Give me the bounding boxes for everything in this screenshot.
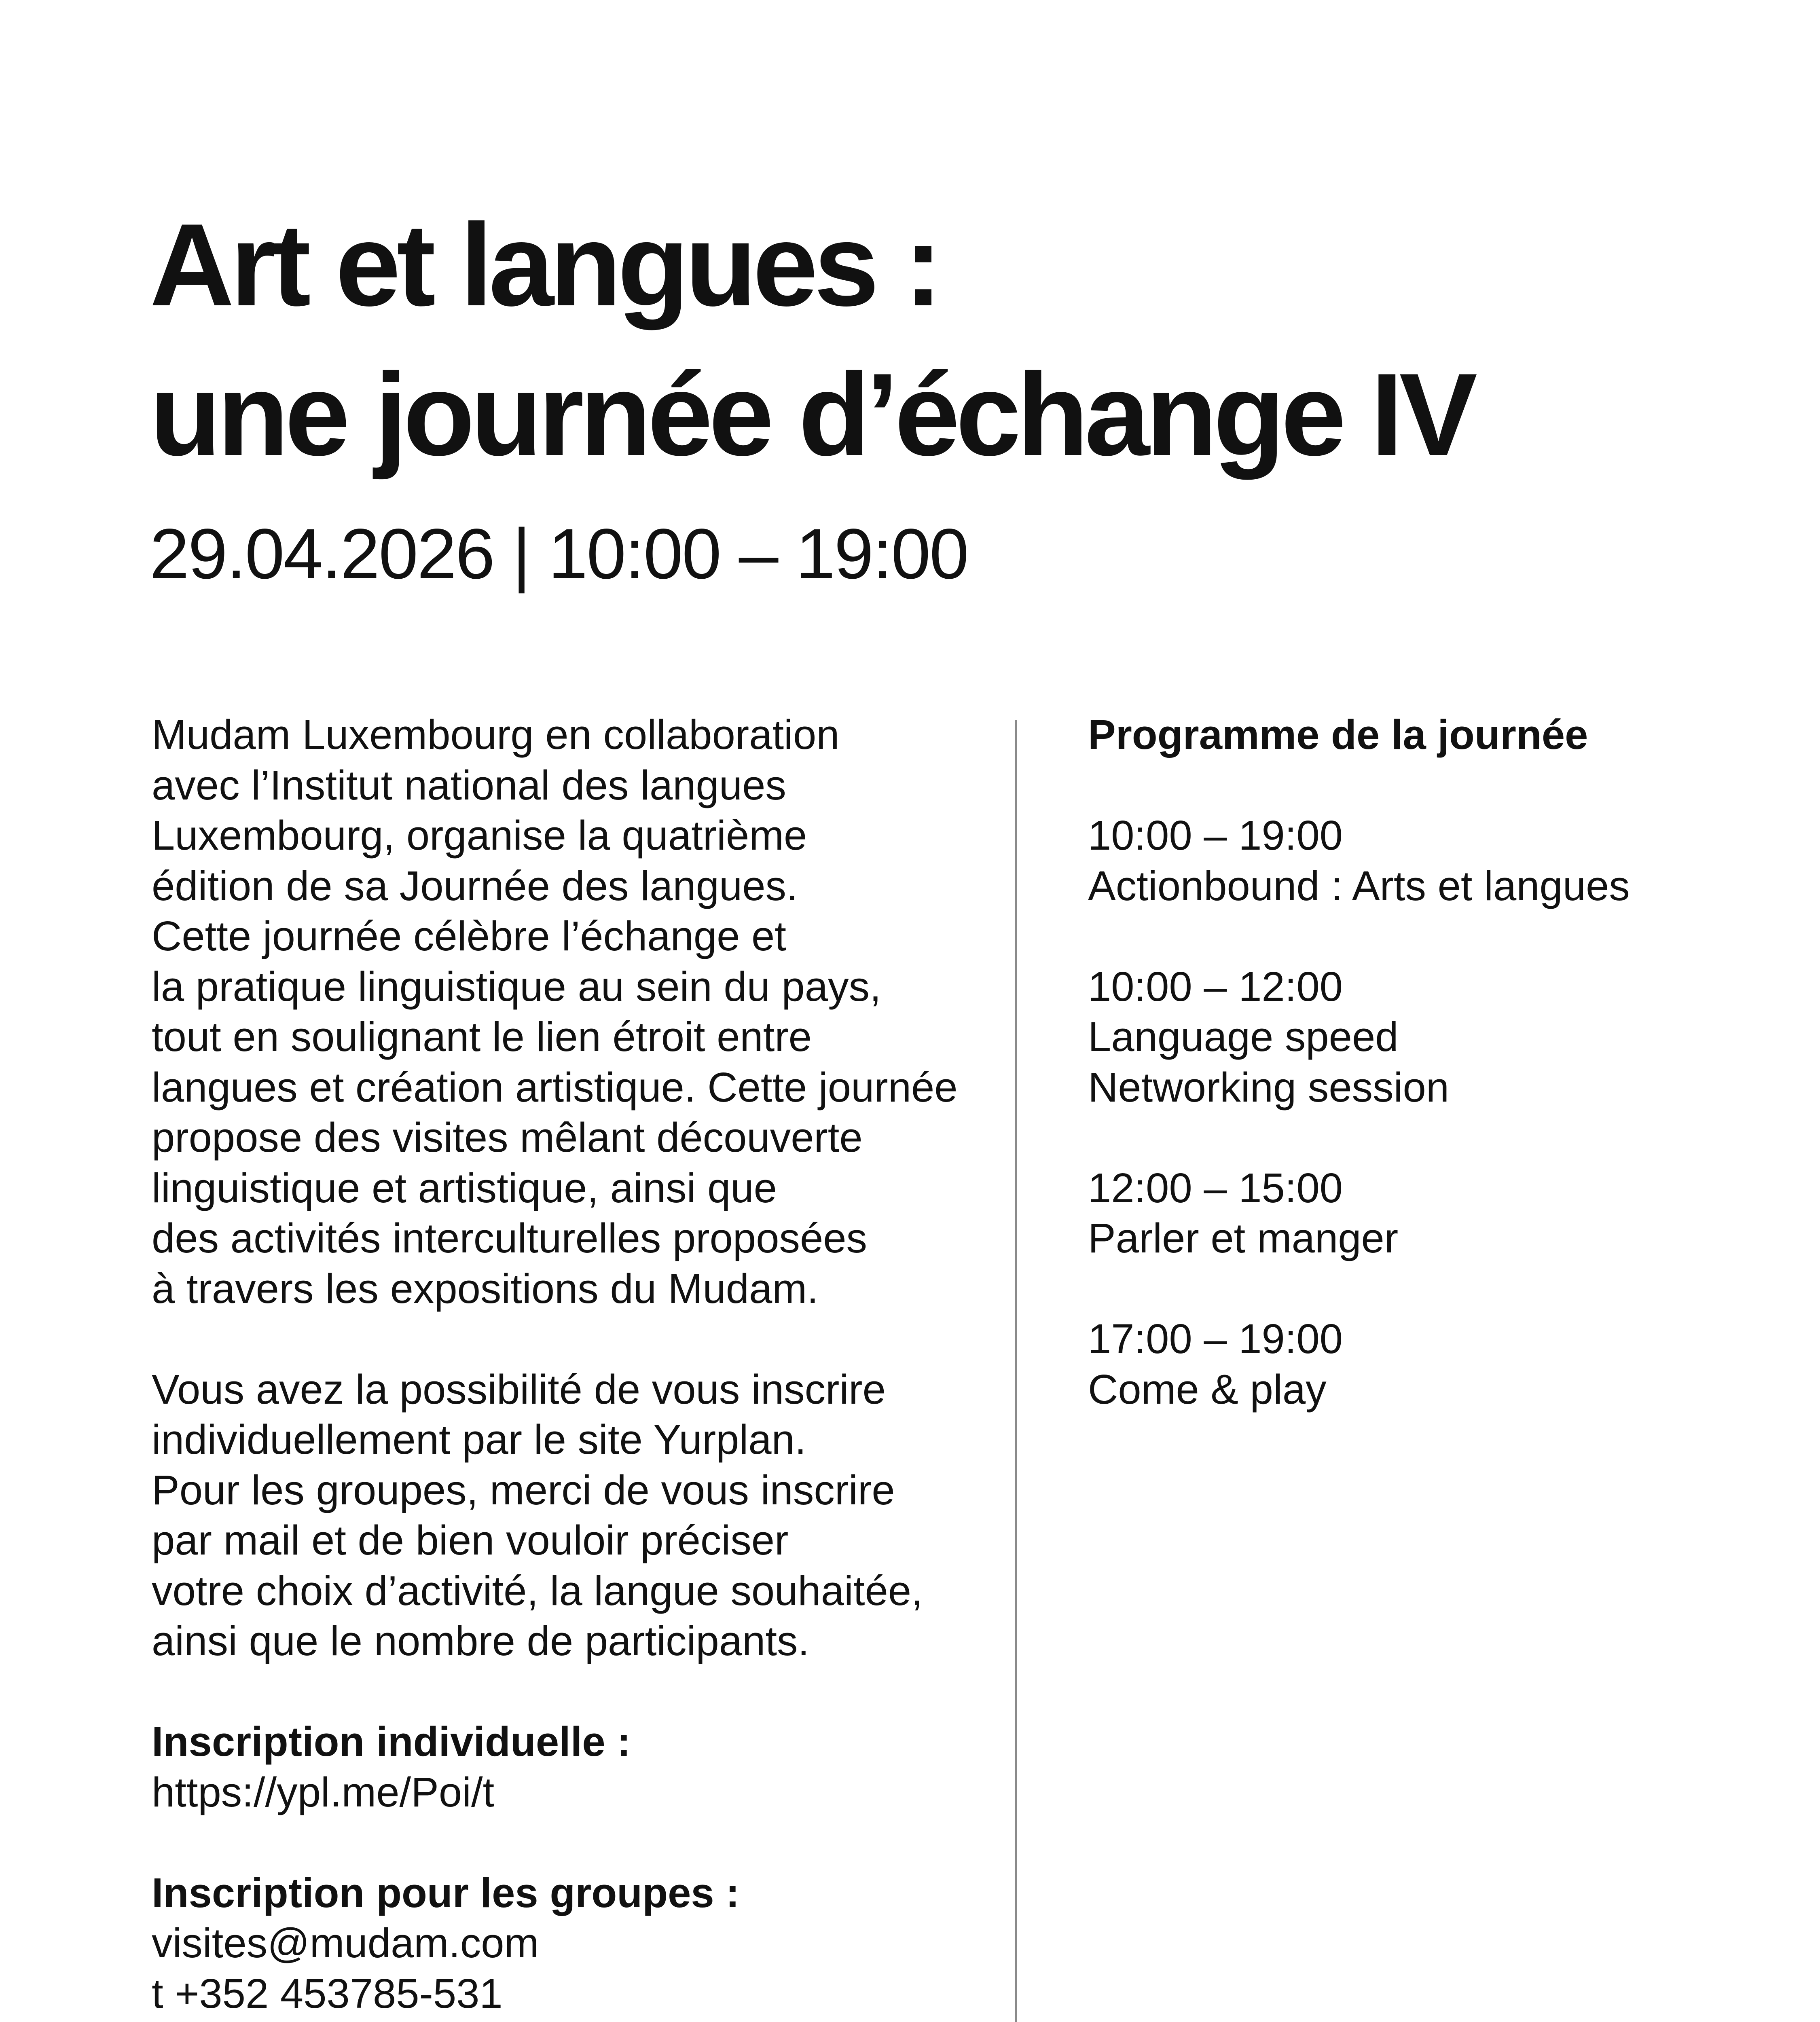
- intro-line: la pratique linguistique au sein du pays,: [152, 963, 881, 1010]
- registration-line: Pour les groupes, merci de vous inscrire: [152, 1466, 895, 1513]
- intro-line: des activités interculturelles proposées: [152, 1215, 868, 1261]
- group-registration: [152, 1868, 981, 2019]
- registration-line: ainsi que le nombre de participants.: [152, 1618, 810, 1664]
- individual-registration: [152, 1717, 981, 1817]
- programme-item-time: 10:00 – 12:00: [1088, 963, 1343, 1010]
- event-title: [150, 190, 1473, 489]
- programme-item: [1088, 1314, 1776, 1415]
- group-registration-heading: Inscription pour les groupes :: [152, 1869, 740, 1916]
- programme-item-title: Language speed: [1088, 1013, 1399, 1060]
- intro-line: Luxembourg, organise la quatrième: [152, 812, 807, 859]
- registration-line: par mail et de bien vouloir préciser: [152, 1517, 789, 1563]
- individual-registration-link[interactable]: https://ypl.me/Poi/t: [152, 1768, 495, 1815]
- programme-item-title: Actionbound : Arts et langues: [1088, 862, 1630, 909]
- column-divider: [1015, 720, 1017, 2022]
- intro-line: propose des visites mêlant découverte: [152, 1114, 863, 1161]
- event-date-time: 29.04.2026 | 10:00 – 19:00: [150, 514, 968, 594]
- event-title-line-1: Art et langues :: [150, 199, 939, 330]
- programme-item-title: Come & play: [1088, 1366, 1327, 1413]
- registration-line: individuellement par le site Yurplan.: [152, 1416, 806, 1463]
- group-registration-email[interactable]: visites@mudam.com: [152, 1920, 539, 1966]
- individual-registration-heading: Inscription individuelle :: [152, 1718, 631, 1765]
- description-column: [152, 710, 981, 2019]
- group-registration-phone[interactable]: t +352 453785-531: [152, 1970, 503, 2017]
- registration-paragraph: [152, 1364, 981, 1667]
- programme-item-title: Networking session: [1088, 1064, 1450, 1110]
- intro-line: Mudam Luxembourg en collaboration: [152, 711, 840, 758]
- programme-column: [1088, 710, 1776, 1415]
- programme-item-time: 12:00 – 15:00: [1088, 1164, 1343, 1211]
- intro-line: avec l’Institut national des langues: [152, 761, 786, 808]
- programme-item: [1088, 962, 1776, 1113]
- intro-line: linguistique et artistique, ainsi que: [152, 1164, 777, 1211]
- programme-heading: [1088, 710, 1776, 760]
- programme-item-time: 10:00 – 19:00: [1088, 812, 1343, 859]
- intro-line: édition de sa Journée des langues.: [152, 862, 798, 909]
- event-title-line-2: une journée d’échange IV: [150, 349, 1473, 480]
- registration-line: votre choix d’activité, la langue souhaitée,: [152, 1567, 923, 1614]
- programme-item-time: 17:00 – 19:00: [1088, 1316, 1343, 1362]
- intro-line: à travers les expositions du Mudam.: [152, 1265, 819, 1312]
- intro-line: tout en soulignant le lien étroit entre: [152, 1013, 812, 1060]
- intro-line: Cette journée célèbre l’échange et: [152, 913, 786, 959]
- programme-heading-text: Programme de la journée: [1088, 711, 1588, 758]
- intro-paragraph: [152, 710, 981, 1314]
- programme-item: [1088, 810, 1776, 911]
- registration-line: Vous avez la possibilité de vous inscrire: [152, 1366, 886, 1413]
- intro-line: langues et création artistique. Cette journée: [152, 1064, 958, 1110]
- programme-item-title: Parler et manger: [1088, 1215, 1399, 1261]
- programme-item: [1088, 1163, 1776, 1264]
